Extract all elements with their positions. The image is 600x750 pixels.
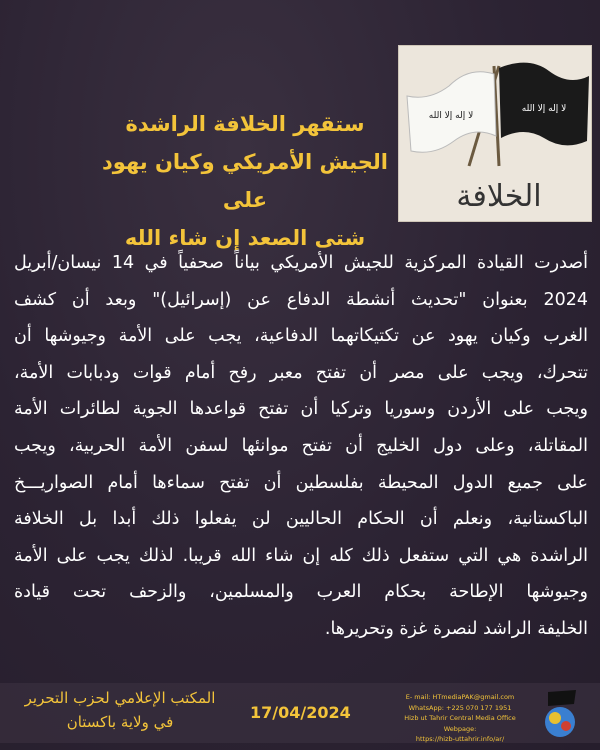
headline-line: الجيش الأمريكي وكيان يهود على	[102, 150, 388, 212]
flags-image	[398, 45, 592, 222]
body-line: ويجب على الأردن وسوريا وتركيا أن تفتح قواعدها الجوية لطائرات الأمة	[14, 399, 588, 420]
body-line: أصدرت القيادة المركزية للجيش الأمريكي بياناً صحفياً في 14 نيسان/أبريل	[14, 253, 588, 273]
date: 17/04/2024	[250, 703, 351, 722]
body-line: المقاتلة، وعلى دول الخليج أن تفتح موانئها لسفن الأمة الحربية، ويجب	[14, 435, 588, 456]
flags-icon	[399, 46, 593, 223]
body-line: على جميع الدول المحيطة بفلسطين أن تفتح سماءها أمام الصواريـــخ	[14, 472, 588, 493]
webpage-url: https://hizb-uttahrir.info/ar/	[415, 735, 505, 743]
email: E- mail: HTmediaPAK@gmail.com	[405, 693, 515, 701]
svg-text:الخلافة: الخلافة	[456, 179, 542, 214]
logo-icon	[540, 690, 580, 740]
headline-line: ستقهر الخلافة الراشدة	[125, 112, 365, 136]
headline	[95, 105, 395, 257]
media-office	[20, 686, 220, 734]
body-text	[14, 245, 588, 648]
whatsapp: WhatsApp: +225 070 177 1951	[408, 703, 512, 712]
body-line: الغرب وكيان يهود عن تكتيكاتهما الدفاعية، يجب على الأمة وجيوشها أن	[14, 326, 588, 347]
body-line: الراشدة هي التي ستفعل ذلك كله إن شاء الله قريبا. لذلك يجب على الأمة	[14, 545, 588, 566]
body-line: تتحرك، ويجب على مصر أن تفتح معبر رفح أمام قوات ودبابات الأمة،	[14, 362, 588, 383]
contact-info	[395, 692, 525, 745]
svg-text:لا إله إلا الله: لا إله إلا الله	[521, 104, 567, 114]
svg-text:لا إله إلا الله: لا إله إلا الله	[428, 111, 474, 121]
media-office-logo	[540, 690, 580, 740]
body-line: الخليفة الراشد لنصرة غزة وتحريرها.	[324, 618, 588, 639]
office-name: المكتب الإعلامي لحزب التحرير	[24, 689, 216, 707]
webpage-label: Hizb ut Tahrir Central Media Office Webpage:	[404, 714, 516, 733]
body-line: وجيوشها الإطاحة بحكام العرب والمسلمين، والزحف تحت قيادة	[14, 582, 588, 603]
office-region: في ولاية باكستان	[66, 713, 174, 731]
body-line: 2024 بعنوان "تحديث أنشطة الدفاع عن (إسرائيل)" وبعد أن كشف	[14, 289, 588, 310]
headline-line: شتى الصعد إن شاء الله	[124, 226, 366, 250]
body-line: الباكستانية، ونعلم أن الحكام الحاليين لن يفعلوا ذلك أبدا بل الخلافة	[14, 509, 588, 530]
